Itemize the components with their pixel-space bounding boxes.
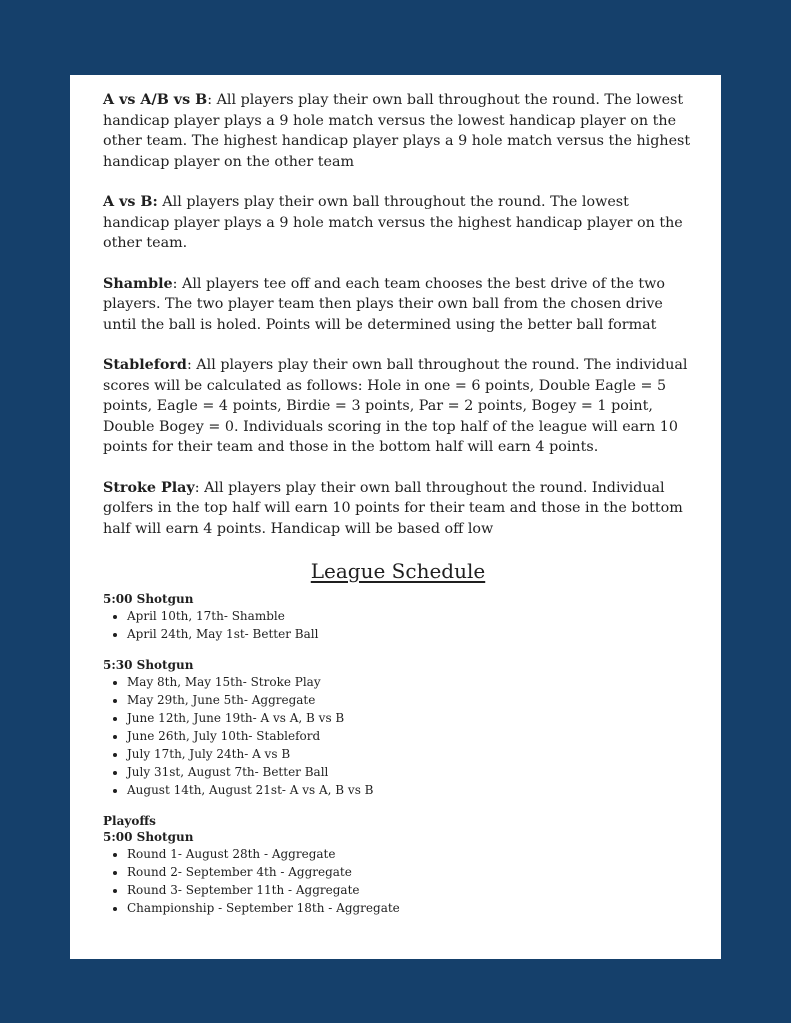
schedule-list	[103, 673, 693, 799]
format-term: A vs A/B vs B	[103, 92, 208, 108]
schedule-list	[103, 607, 693, 643]
format-stroke-play	[103, 478, 693, 540]
schedule-item: • April 10th, 17th- Shamble	[127, 607, 693, 625]
format-term: Stableford	[103, 357, 187, 373]
playoff-item: • Championship - September 18th - Aggregate	[127, 899, 693, 917]
playoffs-list	[103, 845, 693, 917]
format-description: All players play their own ball throughout the round. The lowest handicap player plays a 9 hole match versus the highest handicap player on the other team.	[103, 194, 683, 251]
playoff-item: • Round 2- September 4th - Aggregate	[127, 863, 693, 881]
playoff-item: • Round 1- August 28th - Aggregate	[127, 845, 693, 863]
playoff-item: • Round 3- September 11th - Aggregate	[127, 881, 693, 899]
format-term: Stroke Play	[103, 479, 195, 496]
schedule-section-530	[103, 657, 693, 799]
playoffs-section	[103, 813, 693, 917]
format-term: A vs B:	[103, 194, 158, 210]
format-description: : All players play their own ball throughout the round. Individual golfers in the top half will earn 10 points for their team and those in the bottom half will earn 4 points. Handicap will be based off low	[103, 479, 683, 537]
schedule-item: • August 14th, August 21st- A vs A, B vs B	[127, 781, 693, 799]
playoffs-heading: Playoffs	[103, 814, 156, 828]
schedule-item: • July 17th, July 24th- A vs B	[127, 745, 693, 763]
section-heading: 5:30 Shotgun	[103, 658, 194, 672]
section-heading: 5:00 Shotgun	[103, 592, 194, 606]
format-stableford	[103, 355, 693, 458]
schedule-item: • July 31st, August 7th- Better Ball	[127, 763, 693, 781]
schedule-item: • May 8th, May 15th- Stroke Play	[127, 673, 693, 691]
schedule-item: • April 24th, May 1st- Better Ball	[127, 625, 693, 643]
document-page	[70, 75, 721, 959]
format-term: Shamble	[103, 275, 173, 292]
format-description: : All players play their own ball throughout the round. The lowest handicap player plays a 9 hole match versus the lowest handicap player on the other team. The highest handicap player plays a 9 hole match versus the highest handicap player on the other team	[103, 92, 691, 170]
schedule-item: • May 29th, June 5th- Aggregate	[127, 691, 693, 709]
schedule-section-500	[103, 591, 693, 643]
format-a-vs-a-b-vs-b	[103, 90, 693, 172]
playoffs-subheading: 5:00 Shotgun	[103, 830, 194, 844]
format-description: : All players play their own ball throughout the round. The individual scores will be calculated as follows: Hole in one = 6 points, Double Eagle = 5 points, Eagle = 4 points, Birdie = 3 points, Par = 2 points, Bogey = 1 point, Double Bogey = 0. Individuals scoring in the top half of the league will earn 10 points for their team and those in the bottom half will earn 4 points.	[103, 357, 688, 455]
format-shamble	[103, 274, 693, 336]
schedule-item: • June 26th, July 10th- Stableford	[127, 727, 693, 745]
schedule-item: • June 12th, June 19th- A vs A, B vs B	[127, 709, 693, 727]
format-description: : All players tee off and each team chooses the best drive of the two players. The two player team then plays their own ball from the chosen drive until the ball is holed. Points will be determined using the better ball format	[103, 275, 665, 333]
format-a-vs-b	[103, 192, 693, 254]
document-content	[103, 90, 693, 931]
schedule-title: League Schedule	[310, 559, 486, 583]
